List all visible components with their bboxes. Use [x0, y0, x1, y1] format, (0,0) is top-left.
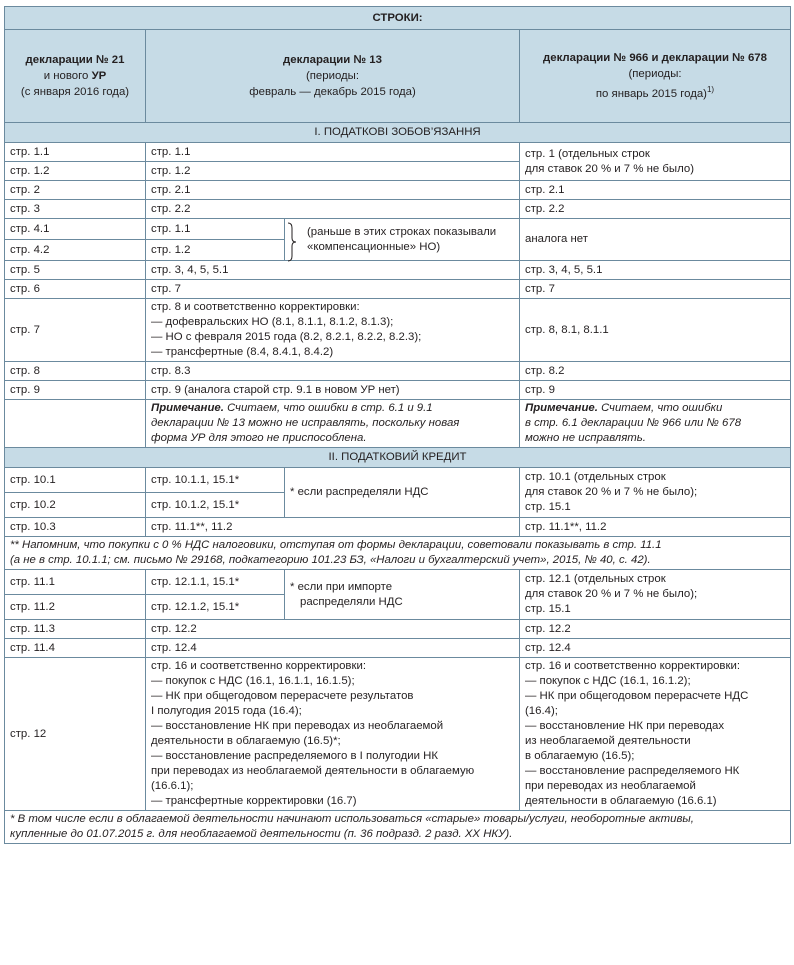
row-10-c3: стр. 10.1 (отдельных строк для ставок 20 % и 7 % не было); стр. 15.1 [520, 468, 791, 518]
row-9-c1: стр. 9 [5, 381, 146, 400]
row-1-1-c1: стр. 1.1 [5, 143, 146, 162]
declaration-table-wrapper [4, 6, 790, 844]
row-3-c2: стр. 2.2 [146, 200, 520, 219]
row-2-c3: стр. 2.1 [520, 181, 791, 200]
row-12-c3: стр. 16 и соответственно корректировки: — покупок с НДС (16.1, 16.1.2); — НК при общегодовом перерасчете НДС (16.4); — восстановление НК при переводах из необлагаемой деятельности в облагаемую (16.5); — восстановление распределяемого НК при переводах из необлагаемой деятельности в облагаемую (16.6.1) [520, 658, 791, 811]
row-11-4-c1: стр. 11.4 [5, 639, 146, 658]
row-5-c2: стр. 3, 4, 5, 5.1 [146, 261, 520, 280]
row-11-c3: стр. 12.1 (отдельных строк для ставок 20 % и 7 % не было); стр. 15.1 [520, 570, 791, 620]
row-4-1-c2: стр. 1.1 [146, 219, 285, 240]
row-11-1-c1: стр. 11.1 [5, 570, 146, 595]
row-7-c1: стр. 7 [5, 299, 146, 362]
row-10-note: * если распределяли НДС [285, 468, 520, 518]
footnote-double-star: ** Напомним, что покупки с 0 % НДС налоговики, отступая от формы декларации, советовали показывать в стр. 11.1 (а не в стр. 10.1.1; см. письмо № 29168, подкатегорию 101.23 БЗ, «Налоги и бухгалтерский учет», 2015, № 40, с. 42). [5, 537, 791, 570]
row-11-3-c3: стр. 12.2 [520, 620, 791, 639]
row-4-1-c1: стр. 4.1 [5, 219, 146, 240]
table-title: СТРОКИ: [5, 7, 791, 30]
row-12-c2: стр. 16 и соответственно корректировки: — покупок с НДС (16.1, 16.1.1, 16.1.5); — НК при общегодовом перерасчете результатов I полугодия 2015 года (16.4); — восстановление НК при переводах из необлагаемой деятельности в облагаемую (16.5)*; — восстановление распределяемого в I полугодии НК при переводах из необлагаемой деятельности в облагаемую (16.6.1); — трансфертные корректировки (16.7) [146, 658, 520, 811]
header-declaration-13: декларации № 13 (периоды: февраль — декабрь 2015 года) [146, 30, 520, 123]
row-2-c2: стр. 2.1 [146, 181, 520, 200]
row-11-3-c1: стр. 11.3 [5, 620, 146, 639]
footnote-single-star: * В том числе если в облагаемой деятельности начинают использоваться «старые» товары/услуги, необоротные активы, купленные до 01.07.2015 г. для необлагаемой деятельности (п. 36 подразд. 2 разд. XX НКУ). [5, 811, 791, 844]
row-9-c2: стр. 9 (аналога старой стр. 9.1 в новом УР нет) [146, 381, 520, 400]
row-11-2-c2: стр. 12.1.2, 15.1* [146, 595, 285, 620]
row-12-c1: стр. 12 [5, 658, 146, 811]
note-1-c3: Примечание. Считаем, что ошибки в стр. 6.1 декларации № 966 или № 678 можно не исправлять. [520, 400, 791, 448]
row-7-c3: стр. 8, 8.1, 8.1.1 [520, 299, 791, 362]
row-10-3-c2: стр. 11.1**, 11.2 [146, 518, 520, 537]
note-1-empty [5, 400, 146, 448]
row-2-c1: стр. 2 [5, 181, 146, 200]
row-11-1-c2: стр. 12.1.1, 15.1* [146, 570, 285, 595]
declaration-lines-table [4, 6, 791, 844]
curly-brace-icon [287, 222, 297, 262]
note-1-c2: Примечание. Считаем, что ошибки в стр. 6.1 и 9.1 декларации № 13 можно не исправлять, поскольку новая форма УР для этого не приспособлена. [146, 400, 520, 448]
header-declaration-966-678: декларации № 966 и декларации № 678 (периоды: по январь 2015 года)$^{1)}$ [520, 30, 791, 123]
row-1-1-c2: стр. 1.1 [146, 143, 520, 162]
row-10-2-c1: стр. 10.2 [5, 493, 146, 518]
section-tax-liabilities: I. ПОДАТКОВІ ЗОБОВ’ЯЗАННЯ [5, 123, 791, 143]
row-6-c1: стр. 6 [5, 280, 146, 299]
row-10-1-c1: стр. 10.1 [5, 468, 146, 493]
row-10-1-c2: стр. 10.1.1, 15.1* [146, 468, 285, 493]
row-11-2-c1: стр. 11.2 [5, 595, 146, 620]
row-6-c3: стр. 7 [520, 280, 791, 299]
row-3-c3: стр. 2.2 [520, 200, 791, 219]
row-7-c2: стр. 8 и соответственно корректировки: — дофевральских НО (8.1, 8.1.1, 8.1.2, 8.1.3); — НО с февраля 2015 года (8.2, 8.2.1, 8.2.2, 8.2.3); — трансфертные (8.4, 8.4.1, 8.4.2) [146, 299, 520, 362]
header-declaration-21: декларации № 21 и нового УР (с января 2016 года) [5, 30, 146, 123]
row-4-c3: аналога нет [520, 219, 791, 261]
row-8-c2: стр. 8.3 [146, 362, 520, 381]
row-4-2-c2: стр. 1.2 [146, 240, 285, 261]
row-1-2-c1: стр. 1.2 [5, 162, 146, 181]
row-8-c3: стр. 8.2 [520, 362, 791, 381]
row-9-c3: стр. 9 [520, 381, 791, 400]
row-5-c1: стр. 5 [5, 261, 146, 280]
row-11-4-c3: стр. 12.4 [520, 639, 791, 658]
row-11-4-c2: стр. 12.4 [146, 639, 520, 658]
row-1-c3: стр. 1 (отдельных строк для ставок 20 % и 7 % не было) [520, 143, 791, 181]
row-11-3-c2: стр. 12.2 [146, 620, 520, 639]
row-10-3-c3: стр. 11.1**, 11.2 [520, 518, 791, 537]
row-4-2-c1: стр. 4.2 [5, 240, 146, 261]
section-tax-credit: II. ПОДАТКОВИЙ КРЕДИТ [5, 448, 791, 468]
row-3-c1: стр. 3 [5, 200, 146, 219]
row-5-c3: стр. 3, 4, 5, 5.1 [520, 261, 791, 280]
row-11-note: * если при импорте распределяли НДС [285, 570, 520, 620]
row-8-c1: стр. 8 [5, 362, 146, 381]
row-10-2-c2: стр. 10.1.2, 15.1* [146, 493, 285, 518]
row-1-2-c2: стр. 1.2 [146, 162, 520, 181]
row-10-3-c1: стр. 10.3 [5, 518, 146, 537]
row-6-c2: стр. 7 [146, 280, 520, 299]
row-4-note: (раньше в этих строках показывали «компенсационные» НО) [285, 219, 520, 261]
